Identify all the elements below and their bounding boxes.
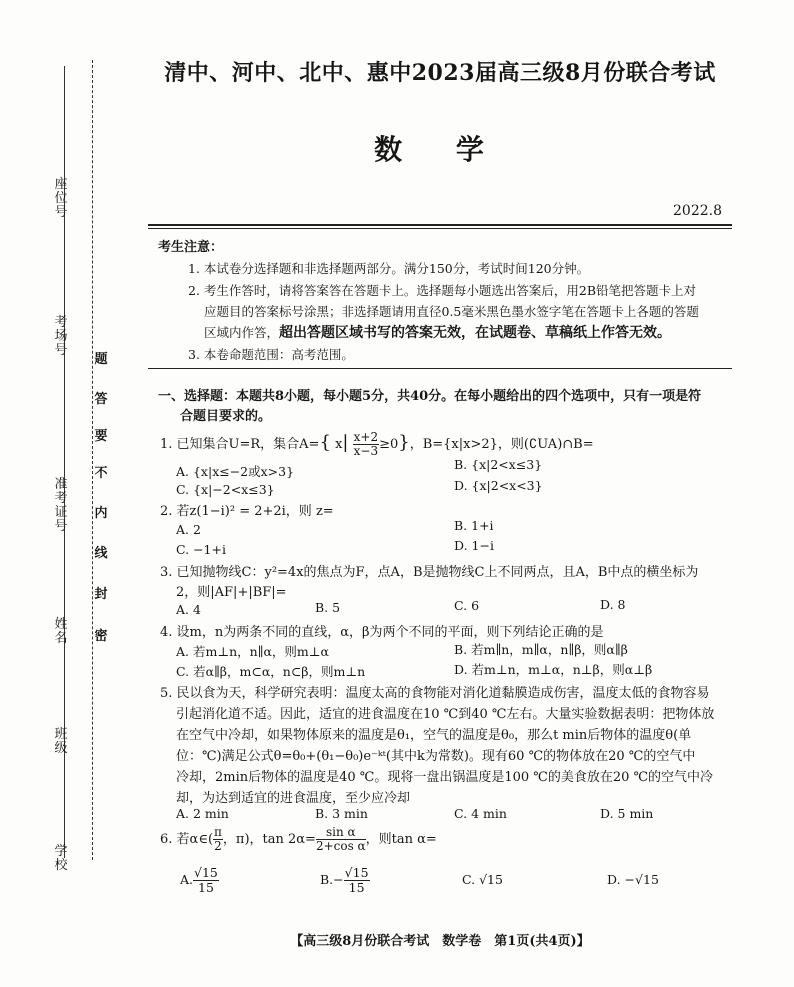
notice-line: 2. 考生作答时，请将答案答在答题卡上。选择题每小题选出答案后，用2B铅笔把答题卡上对 [188, 283, 697, 298]
question-5-option: A. 2 min [176, 806, 229, 821]
page-footer: 【高三级8月份联合考试 数学卷 第1页(共4页)】 [290, 934, 590, 949]
seat-number-label: 座位号 [54, 177, 68, 220]
question-1-option: A. {x|x≤−2或x>3} [176, 464, 295, 479]
seal-warning-char: 要 [94, 429, 108, 444]
subject-title: 数 学 [374, 133, 506, 166]
notice-line: 1. 本试卷分选择题和非选择题两部分。满分150分，考试时间120分钟。 [188, 261, 590, 276]
notice-heading: 考生注意： [158, 240, 224, 255]
class-label: 班级 [54, 727, 68, 756]
question-5-line: 却，为达到适宜的进食温度，至少应冷却 [176, 791, 411, 806]
question-3-option: D. 8 [600, 597, 626, 612]
question-3-stem: 3. 已知抛物线C：y²=4x的焦点为F，点A，B是抛物线C上不同两点，且A，B中点的横坐标为 [160, 565, 699, 580]
question-2-option: B. 1+i [454, 518, 494, 533]
question-2-option: C. −1+i [176, 542, 226, 557]
question-5-option: B. 3 min [315, 806, 368, 821]
question-6-option: B.− $\frac{√15}{15}$ [320, 865, 369, 895]
question-3-option: A. 4 [176, 602, 201, 617]
school-label: 学校 [54, 844, 68, 873]
question-3-option: C. 6 [454, 598, 480, 613]
question-1-stem: 1. 已知集合U=R，集合A={ x| $\frac{x+2}{x-3}$ ≥0}，B={x|x>2}，则(∁UA)∩B= [160, 430, 594, 458]
question-1-option: D. {x|2<x<3} [454, 478, 543, 493]
question-5-line: 冷却，2min后物体的温度是40 ℃。现将一盘出锅温度是100 ℃的美食放在20 ℃的空气中冷 [176, 770, 714, 785]
question-4-option: D. 若m⊥n，m⊥α，n⊥β，则α⊥β [454, 662, 653, 677]
question-3-stem-cont: 2，则|AF|+|BF|= [176, 585, 287, 600]
seal-warning-char: 线 [94, 546, 108, 561]
question-5-option: D. 5 min [600, 806, 654, 821]
exam-title: 清中、河中、北中、惠中2023届高三级8月份联合考试 [164, 60, 716, 86]
question-6-option: A. $\frac{√15}{15}$ [180, 865, 218, 895]
question-6-option: D. −√15 [607, 872, 659, 887]
question-5-option: C. 4 min [454, 806, 507, 821]
notice-bold-phrase: 超出答题区域书写的答案无效，在试题卷、草稿纸上作答无效。 [279, 325, 672, 341]
notice-line: 区域内作答，超出答题区域书写的答案无效，在试题卷、草稿纸上作答无效。 [204, 325, 672, 341]
seal-warning-char: 内 [94, 506, 108, 521]
question-6-stem: 6. 若α∈( $\frac{\pi}{2}$ ，π)，tan 2α= $\frac{\text{sin α}}{\text{2+cos α}}$ ，则tan α= [160, 825, 437, 853]
exam-room-label: 考场号 [54, 315, 68, 358]
question-5-line: 在空气中冷却，如果物体原来的温度是θ₁，空气的温度是θ₀，那么t min后物体的温度θ(单 [176, 728, 692, 743]
question-4-stem: 4. 设m，n为两条不同的直线，α，β为两个不同的平面，则下列结论正确的是 [160, 625, 604, 640]
question-1-option: B. {x|2<x≤3} [454, 457, 543, 472]
question-4-option: C. 若α∥β，m⊂α，n⊂β，则m⊥n [176, 664, 366, 679]
question-2-stem: 2. 若z(1−i)² = 2+2i，则 z= [160, 504, 334, 519]
question-3-option: B. 5 [315, 600, 341, 615]
seal-warning-char: 题 [94, 352, 108, 367]
question-4-option: A. 若m⊥n，n∥α，则m⊥α [176, 644, 329, 659]
header-rule-thick [148, 224, 732, 226]
question-5-line: 位：℃)满足公式θ=θ₀+(θ₁−θ₀)e⁻ᵏᵗ(其中k为常数)。现有60 ℃的物体放在20 ℃的空气中 [176, 749, 696, 764]
question-2-option: A. 2 [176, 522, 201, 537]
notice-line: 应题目的答案标号涂黑；非选择题请用直径0.5毫米黑色墨水签字笔在答题卡上各题的答题 [204, 304, 699, 319]
binding-line-dashed [92, 60, 93, 860]
header-rule-thin [148, 228, 732, 229]
notice-line: 3. 本卷命题范围：高考范围。 [188, 347, 354, 362]
admission-number-label: 准考证号 [54, 477, 68, 534]
section-heading-cont: 合题目要求的。 [180, 409, 272, 424]
exam-date: 2022.8 [673, 203, 722, 219]
question-5-line: 引起消化道不适。因此，适宜的进食温度在10 ℃到40 ℃左右。大量实验数据表明：把物体放 [176, 707, 715, 722]
seal-warning-char: 答 [94, 392, 108, 407]
question-1-option: C. {x|−2<x≤3} [176, 482, 275, 497]
name-label: 姓名 [54, 617, 68, 646]
seal-warning-char: 封 [94, 587, 108, 602]
seal-warning-char: 不 [94, 466, 108, 481]
question-4-option: B. 若m∥n，m∥α，n∥β，则α∥β [454, 642, 628, 657]
question-5-line: 5. 民以食为天，科学研究表明：温度太高的食物能对消化道黏膜造成伤害，温度太低的食物容易 [160, 686, 710, 701]
question-2-option: D. 1−i [454, 538, 494, 553]
seal-warning-char: 密 [94, 629, 108, 644]
notice-rule [148, 368, 732, 369]
question-6-option: C. √15 [462, 872, 503, 887]
section-heading: 一、选择题：本题共8小题，每小题5分，共40分。在每小题给出的四个选项中，只有一项是符 [158, 389, 702, 404]
